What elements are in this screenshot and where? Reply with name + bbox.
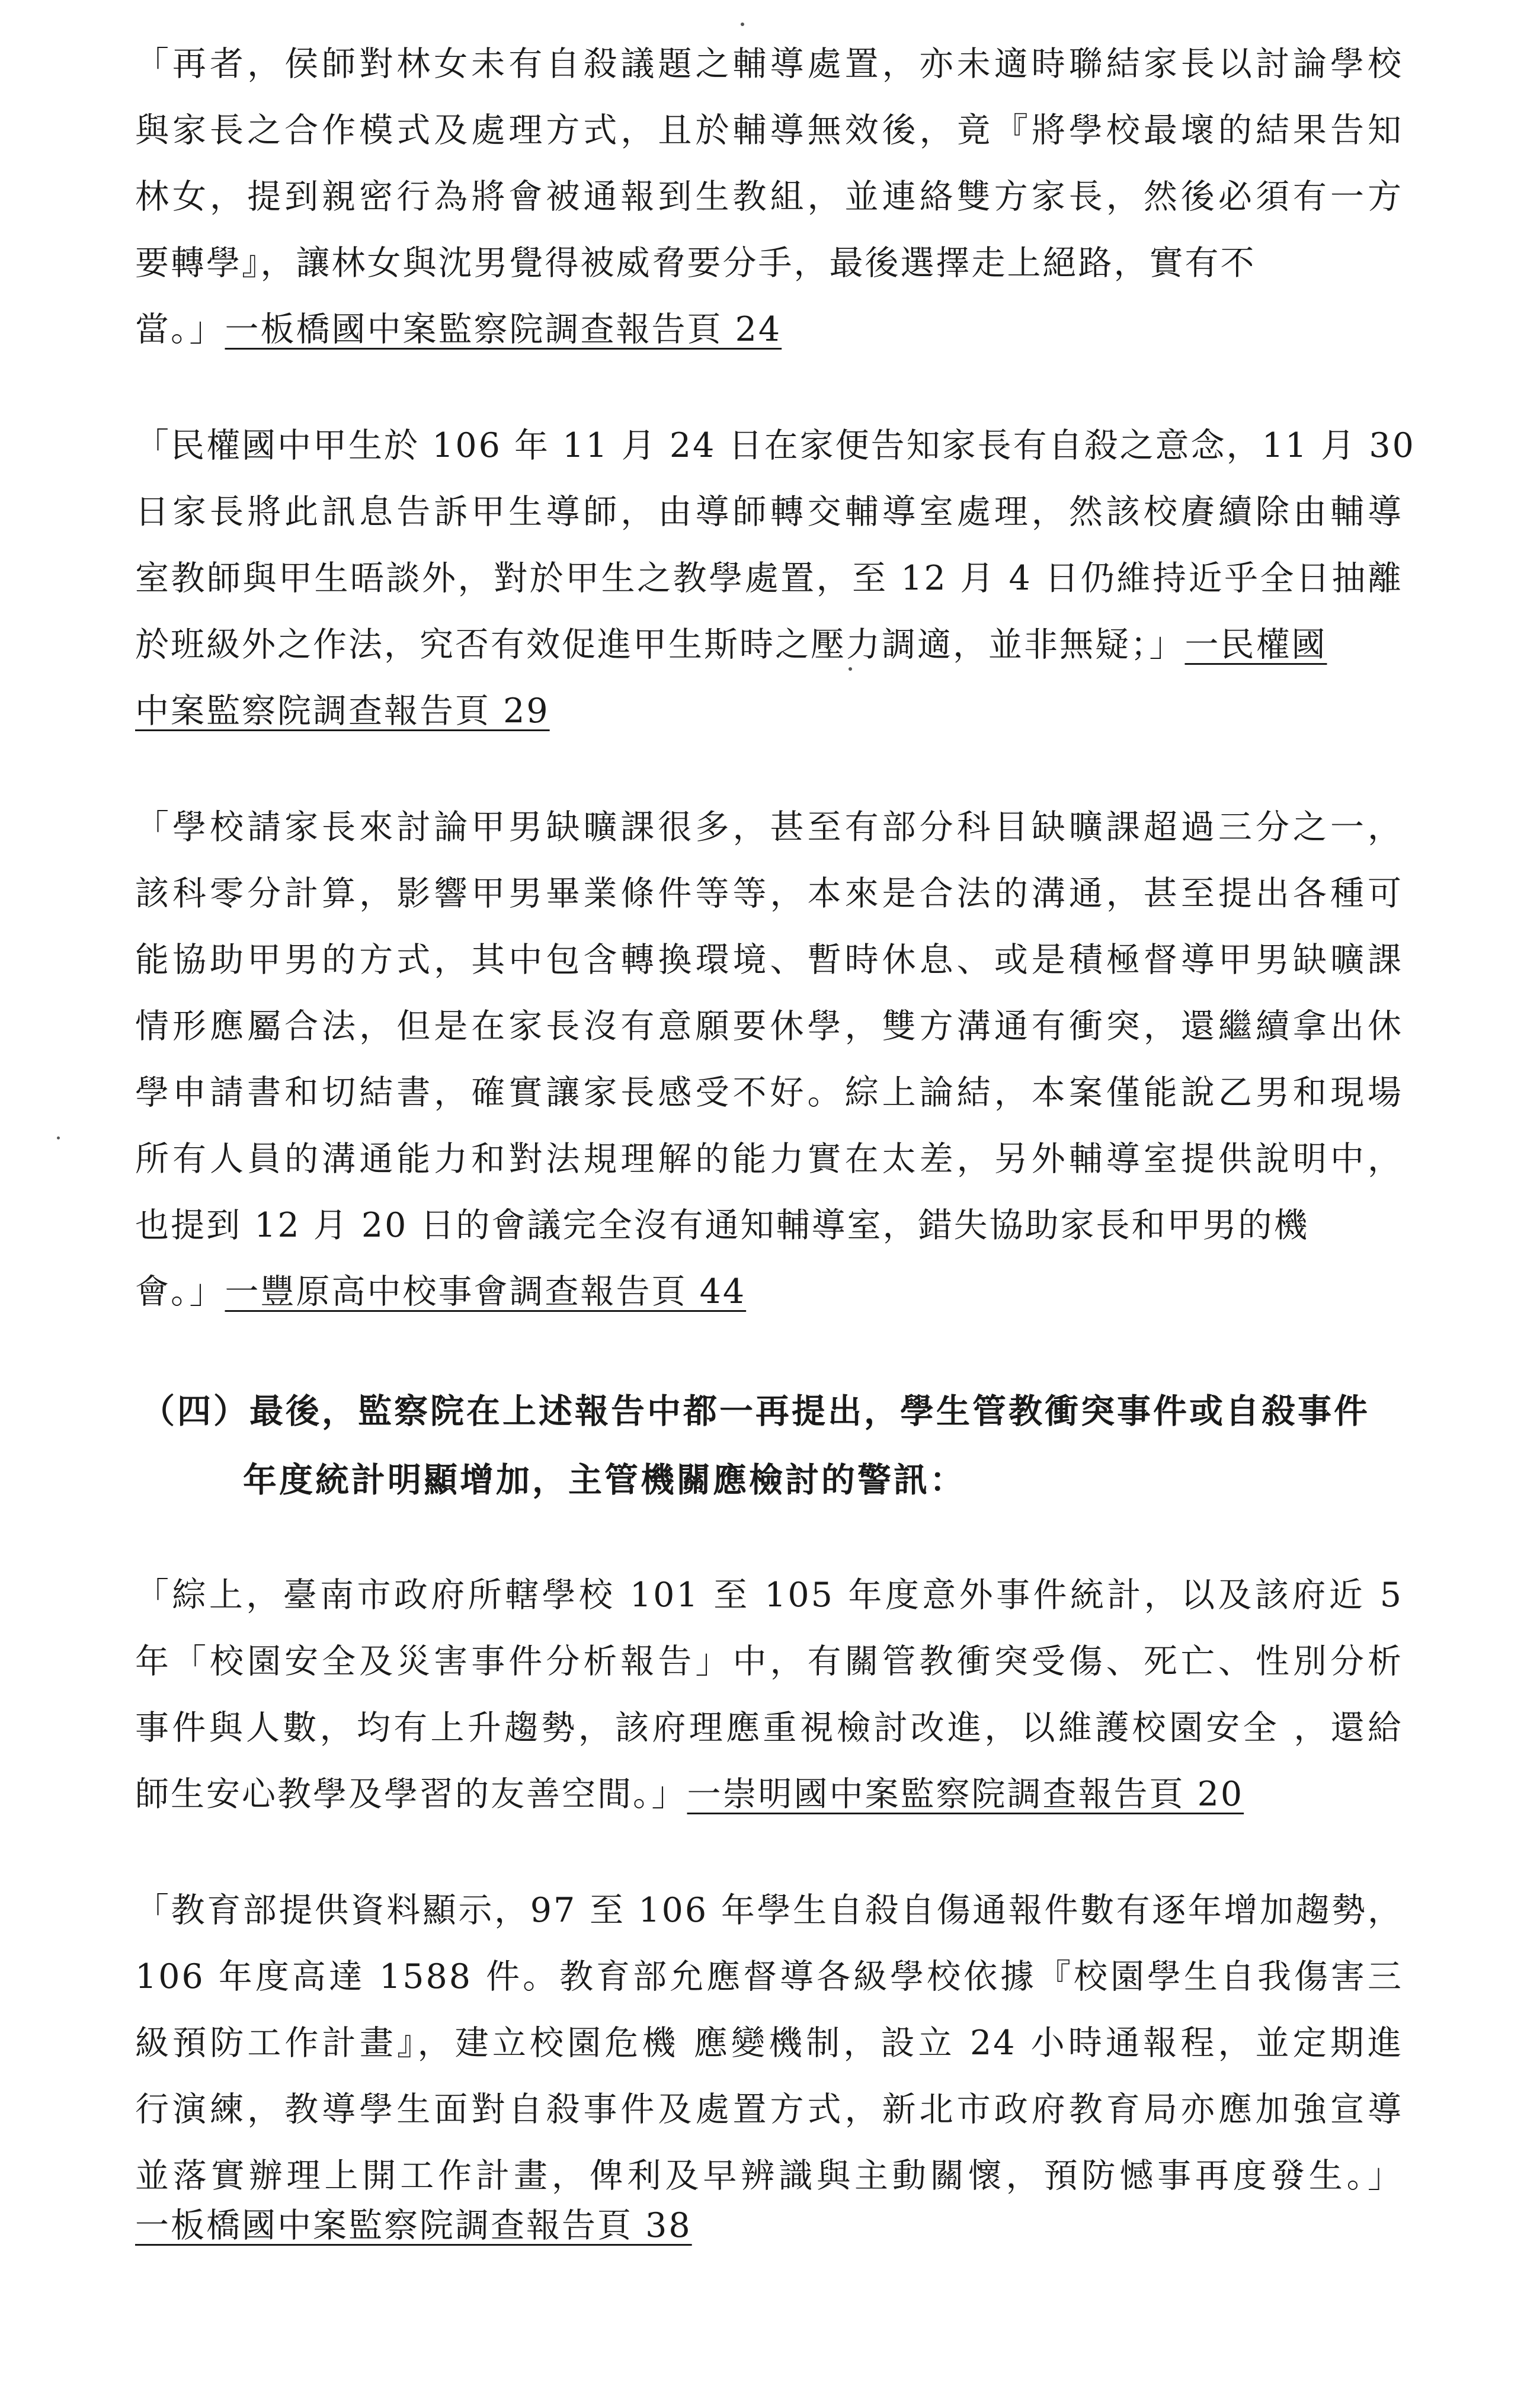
quote4-last-line	[135, 1771, 1403, 1818]
quote2-citation-line	[135, 687, 1403, 735]
quote2-line1: 「民權國中甲生於 106 年 11 月 24 日在家便告知家長有自殺之意念，11 月 30	[135, 426, 1416, 465]
quote3-line5: 學申請書和切結書，確實讓家長感受不好。綜上論結，本案僅能說乙男和現場	[135, 1073, 1403, 1112]
quote3-last-line	[135, 1268, 1403, 1315]
quote3-line2: 該科零分計算，影響甲男畢業條件等等，本來是合法的溝通，甚至提出各種可	[135, 874, 1403, 913]
quote1-line4: 要轉學』，讓林女與沈男覺得被威脅要分手，最後選擇走上絕路，實有不	[135, 244, 1256, 283]
quote2-line2: 日家長將此訊息告訴甲生導師，由導師轉交輔導室處理，然該校賡續除由輔導	[135, 492, 1403, 532]
section-number: （四）	[141, 1392, 249, 1431]
quote3-closing: 會。」	[135, 1272, 225, 1311]
section-heading-line1: 最後，監察院在上述報告中都一再提出，學生管教衝突事件或自殺事件	[249, 1392, 1370, 1431]
quote4-line3: 事件與人數，均有上升趨勢，該府理應重視檢討改進，以維護校園安全 ，還給	[135, 1708, 1403, 1747]
quote5-line3: 級預防工作計畫』，建立校園危機 應變機制，設立 24 小時通報程，並定期進	[135, 2024, 1403, 2063]
quote3-line7: 也提到 12 月 20 日的會議完全沒有通知輔導室，錯失協助家長和甲男的機	[135, 1206, 1310, 1245]
quote5-line5: 並落實辦理上開工作計畫，俾利及早辨識與主動關懷，預防憾事再度發生。」	[135, 2156, 1403, 2195]
quote3-line6: 所有人員的溝通能力和對法規理解的能力實在太差，另外輔導室提供說明中，	[135, 1139, 1403, 1179]
quote4-closing: 師生安心教學及學習的友善空間。」	[135, 1775, 687, 1814]
quote4-line1: 「綜上，臺南市政府所轄學校 101 至 105 年度意外事件統計，以及該府近 5	[135, 1576, 1403, 1615]
quote5-citation-line	[135, 2202, 1403, 2249]
quote1-citation: 一板橋國中案監察院調查報告頁 24	[225, 310, 782, 349]
quote4-citation: 一崇明國中案監察院調查報告頁 20	[687, 1775, 1244, 1814]
scan-speck	[57, 1136, 60, 1139]
quote2-line3: 室教師與甲生晤談外，對於甲生之教學處置，至 12 月 4 日仍維持近乎全日抽離	[135, 559, 1403, 598]
scan-speck	[849, 667, 852, 671]
quote1-closing: 當。」	[135, 310, 225, 349]
quote3-citation: 一豐原高中校事會調查報告頁 44	[225, 1272, 747, 1311]
quote1-line2: 與家長之合作模式及處理方式，且於輔導無效後，竟『將學校最壞的結果告知	[135, 111, 1403, 150]
quote5-citation: 一板橋國中案監察院調查報告頁 38	[135, 2206, 692, 2245]
quote5-line2: 106 年度高達 1588 件。教育部允應督導各級學校依據『校園學生自我傷害三	[135, 1957, 1403, 1996]
quote4-line2: 年「校園安全及災害事件分析報告」中，有關管教衝突受傷、死亡、性別分析	[135, 1642, 1403, 1681]
section-heading-line2: 年度統計明顯增加，主管機關應檢討的警訊：	[243, 1461, 966, 1500]
quote1-line3: 林女，提到親密行為將會被通報到生教組，並連絡雙方家長，然後必須有一方	[135, 177, 1403, 216]
quote2-closing: 於班級外之作法，究否有效促進甲生斯時之壓力調適，並非無疑；」	[135, 625, 1185, 664]
quote3-line1: 「學校請家長來討論甲男缺曠課很多，甚至有部分科目缺曠課超過三分之一，	[135, 808, 1403, 847]
quote5-line1: 「教育部提供資料顯示，97 至 106 年學生自殺自傷通報件數有逐年增加趨勢，	[135, 1891, 1403, 1930]
quote3-line3: 能協助甲男的方式，其中包含轉換環境、暫時休息、或是積極督導甲男缺曠課	[135, 940, 1403, 979]
scan-speck	[741, 23, 744, 26]
quote1-line1: 「再者，侯師對林女未有自殺議題之輔導處置，亦未適時聯結家長以討論學校	[135, 44, 1403, 84]
quote5-line4: 行演練，教導學生面對自殺事件及處置方式，新北市政府教育局亦應加強宣導	[135, 2090, 1403, 2129]
quote2-citation-part1: 一民權國	[1184, 625, 1327, 664]
quote2-citation-part2: 中案監察院調查報告頁 29	[135, 691, 550, 731]
quote1-last-line	[135, 306, 1403, 353]
section-heading	[141, 1388, 1403, 1435]
quote2-line4	[135, 621, 1403, 668]
quote3-line4: 情形應屬合法，但是在家長沒有意願要休學，雙方溝通有衝突，還繼續拿出休	[135, 1007, 1403, 1046]
